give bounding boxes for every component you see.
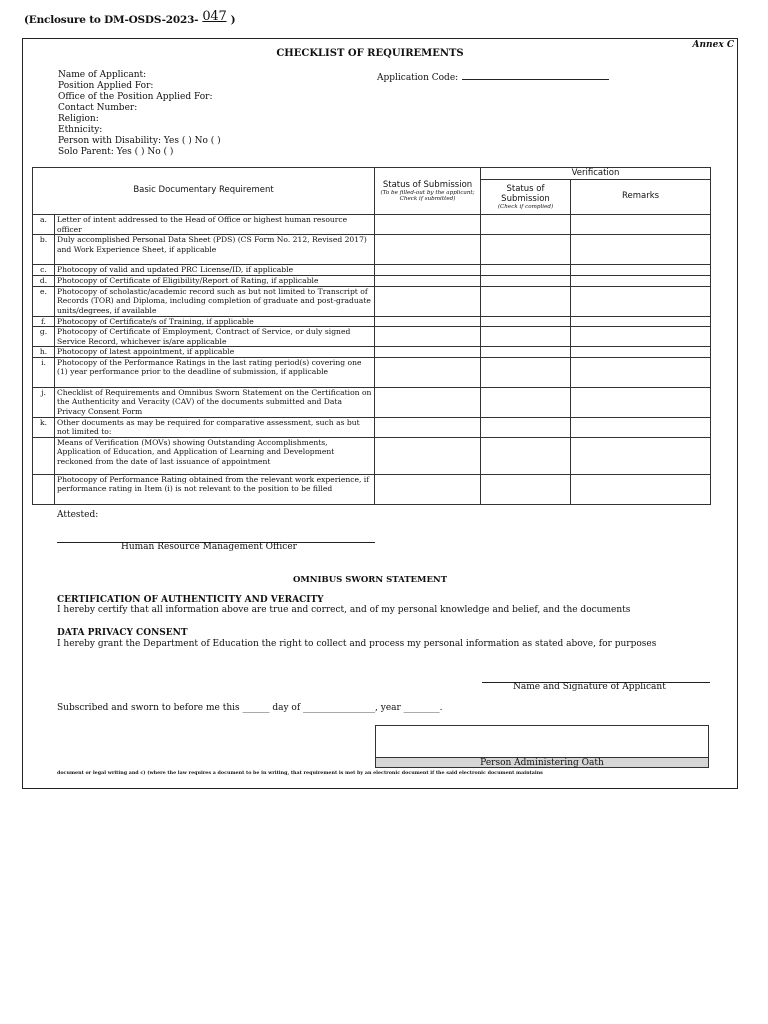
row-requirement: Photocopy of Performance Rating obtained from the relevant work experience, if performance rating in Item (i) is not relevant to the position to be filled	[55, 474, 375, 504]
status-cell[interactable]	[375, 437, 481, 474]
header-verification: Verification	[481, 168, 711, 180]
table-row	[33, 286, 711, 316]
cav-text: I hereby certify that all information above are true and correct, and of my personal knowledge and belief, and the documents	[57, 605, 631, 615]
table-row	[33, 437, 711, 474]
status-cell[interactable]	[375, 215, 481, 235]
remarks-cell[interactable]	[571, 265, 711, 276]
row-letter: e.	[33, 286, 55, 316]
row-requirement: Photocopy of Certificate of Eligibility/Report of Rating, if applicable	[55, 276, 375, 287]
application-code-line[interactable]	[462, 71, 609, 80]
ver-status-cell[interactable]	[481, 474, 571, 504]
ver-status-cell[interactable]	[481, 215, 571, 235]
header-status	[375, 168, 481, 215]
row-letter: k.	[33, 417, 55, 437]
subscribed-text: Subscribed and sworn to before me this ______ day of ________________, year ________.	[57, 703, 443, 713]
requirements-body	[33, 215, 711, 505]
ver-status-cell[interactable]	[481, 357, 571, 387]
row-letter: f.	[33, 316, 55, 327]
row-requirement: Photocopy of the Performance Ratings in the last rating period(s) covering one (1) year performance prior to the deadline of submission, if applicable	[55, 357, 375, 387]
field-contact-number[interactable]: Contact Number:	[58, 103, 138, 113]
application-code-label: Application Code:	[377, 73, 459, 83]
ver-status-cell[interactable]	[481, 347, 571, 358]
table-row	[33, 316, 711, 327]
field-name-of-applicant[interactable]: Name of Applicant:	[58, 70, 147, 80]
status-cell[interactable]	[375, 417, 481, 437]
footnote: document or legal writing and c) (where the law requires a document to be in writing, that requirement is met by an electronic document if the said electronic document maintains	[57, 770, 543, 776]
page-title: CHECKLIST OF REQUIREMENTS	[276, 48, 464, 59]
row-requirement: Photocopy of Certificate of Employment, Contract of Service, or duly signed Service Record, whichever is/are applicable	[55, 327, 375, 347]
row-letter	[33, 474, 55, 504]
row-requirement: Checklist of Requirements and Omnibus Sworn Statement on the Certification on the Authenticity and Veracity (CAV) of the documents submitted and Data Privacy Consent Form	[55, 387, 375, 417]
status-cell[interactable]	[375, 265, 481, 276]
remarks-cell[interactable]	[571, 316, 711, 327]
table-row	[33, 357, 711, 387]
remarks-cell[interactable]	[571, 286, 711, 316]
remarks-cell[interactable]	[571, 276, 711, 287]
table-row	[33, 265, 711, 276]
ver-status-cell[interactable]	[481, 316, 571, 327]
ver-status-cell[interactable]	[481, 387, 571, 417]
annex-label: Annex C	[692, 40, 734, 50]
cav-heading: CERTIFICATION OF AUTHENTICITY AND VERACITY	[57, 595, 324, 605]
ver-status-cell[interactable]	[481, 276, 571, 287]
requirements-table	[32, 167, 711, 505]
table-row	[33, 417, 711, 437]
row-requirement: Photocopy of scholastic/academic record such as but not limited to Transcript of Records (TOR) and Diploma, including completion of graduate and post-graduate units/degrees, if available	[55, 286, 375, 316]
remarks-cell[interactable]	[571, 387, 711, 417]
header-requirement: Basic Documentary Requirement	[33, 168, 375, 215]
status-cell[interactable]	[375, 276, 481, 287]
field-pwd[interactable]: Person with Disability: Yes ( ) No ( )	[58, 136, 221, 146]
table-row	[33, 347, 711, 358]
enclosure-prefix: (Enclosure to DM-OSDS-2023-	[24, 14, 199, 26]
remarks-cell[interactable]	[571, 215, 711, 235]
ver-status-cell[interactable]	[481, 265, 571, 276]
remarks-cell[interactable]	[571, 437, 711, 474]
row-requirement: Photocopy of valid and updated PRC License/ID, if applicable	[55, 265, 375, 276]
row-requirement: Photocopy of latest appointment, if applicable	[55, 347, 375, 358]
row-requirement: Duly accomplished Personal Data Sheet (PDS) (CS Form No. 212, Revised 2017) and Work Experience Sheet, if applicable	[55, 235, 375, 265]
remarks-cell[interactable]	[571, 474, 711, 504]
table-row	[33, 235, 711, 265]
row-letter: a.	[33, 215, 55, 235]
row-letter: i.	[33, 357, 55, 387]
application-code-field[interactable]	[377, 71, 609, 83]
status-cell[interactable]	[375, 387, 481, 417]
privacy-text: I hereby grant the Department of Education the right to collect and process my personal information as stated above, for purposes	[57, 639, 657, 649]
header-ver-status-label: Status of Submission	[501, 183, 550, 204]
field-ethnicity[interactable]: Ethnicity:	[58, 125, 103, 135]
row-letter: h.	[33, 347, 55, 358]
field-office[interactable]: Office of the Position Applied For:	[58, 92, 213, 102]
row-requirement: Other documents as may be required for comparative assessment, such as but not limited to:	[55, 417, 375, 437]
remarks-cell[interactable]	[571, 235, 711, 265]
table-row	[33, 474, 711, 504]
table-row	[33, 276, 711, 287]
oath-label: Person Administering Oath	[375, 757, 709, 768]
attested-label: Attested:	[57, 510, 99, 520]
status-cell[interactable]	[375, 357, 481, 387]
header-ver-status-note: (Check if complied)	[497, 203, 554, 210]
table-row	[33, 215, 711, 235]
status-cell[interactable]	[375, 235, 481, 265]
enclosure-number: 047	[202, 9, 227, 24]
remarks-cell[interactable]	[571, 327, 711, 347]
status-cell[interactable]	[375, 347, 481, 358]
row-letter: g.	[33, 327, 55, 347]
privacy-heading: DATA PRIVACY CONSENT	[57, 628, 188, 638]
header-remarks: Remarks	[571, 180, 711, 215]
row-requirement: Photocopy of Certificate/s of Training, if applicable	[55, 316, 375, 327]
header-status-note: (To be filled-out by the applicant; Check if submitted)	[380, 189, 475, 202]
status-cell[interactable]	[375, 286, 481, 316]
status-cell[interactable]	[375, 327, 481, 347]
header-ver-status	[481, 180, 571, 215]
field-position-applied[interactable]: Position Applied For:	[58, 81, 154, 91]
applicant-signature-label: Name and Signature of Applicant	[513, 682, 666, 692]
row-letter	[33, 437, 55, 474]
ver-status-cell[interactable]	[481, 327, 571, 347]
header-status-label: Status of Submission	[382, 179, 473, 190]
row-letter: d.	[33, 276, 55, 287]
ver-status-cell[interactable]	[481, 417, 571, 437]
row-letter: b.	[33, 235, 55, 265]
enclosure-suffix: )	[230, 14, 236, 26]
row-letter: j.	[33, 387, 55, 417]
row-letter: c.	[33, 265, 55, 276]
table-row	[33, 327, 711, 347]
field-solo-parent[interactable]: Solo Parent: Yes ( ) No ( )	[58, 147, 174, 157]
status-cell[interactable]	[375, 316, 481, 327]
remarks-cell[interactable]	[571, 347, 711, 358]
remarks-cell[interactable]	[571, 357, 711, 387]
hrmo-label: Human Resource Management Officer	[121, 542, 297, 552]
ver-status-cell[interactable]	[481, 235, 571, 265]
ver-status-cell[interactable]	[481, 286, 571, 316]
field-religion[interactable]: Religion:	[58, 114, 99, 124]
table-row	[33, 387, 711, 417]
row-requirement: Means of Verification (MOVs) showing Outstanding Accomplishments, Application of Education, and Application of Learning and Development reckoned from the date of last issuance of appointment	[55, 437, 375, 474]
ver-status-cell[interactable]	[481, 437, 571, 474]
row-requirement: Letter of intent addressed to the Head of Office or highest human resource officer	[55, 215, 375, 235]
remarks-cell[interactable]	[571, 417, 711, 437]
enclosure-reference	[24, 9, 236, 27]
omnibus-title: OMNIBUS SWORN STATEMENT	[292, 575, 448, 585]
status-cell[interactable]	[375, 474, 481, 504]
